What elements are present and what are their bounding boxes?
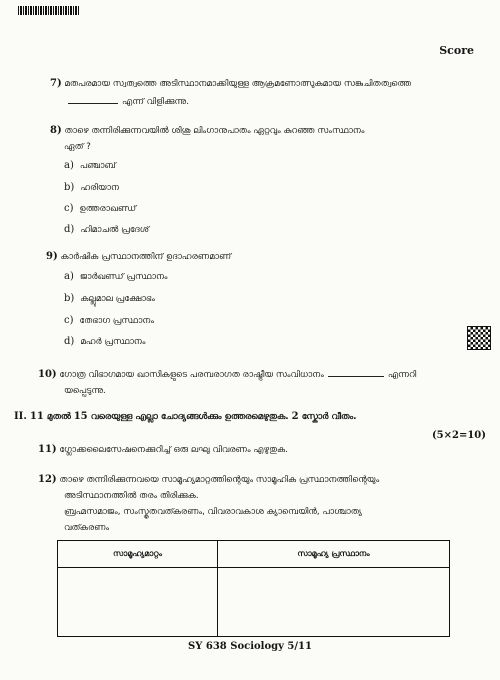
question-7: [50, 77, 411, 91]
table-header-social-movement: സാമൂഹ്യ പ്രസ്ഥാനം: [218, 541, 450, 568]
question-number: 12): [38, 474, 57, 485]
question-text: മതപരമായ സ്വത്വത്തെ അടിസ്ഥാനമാക്കിയുള്ള ആക്രമണോത്സുകമായ സങ്കുചിതത്വത്തെ: [64, 79, 412, 89]
section-2-instruction: II. 11 മുതൽ 15 വരെയുള്ള എല്ലാ ചോദ്യങ്ങൾക്കും ഉത്തരമെഴുതുക. 2 സ്കോർ വീതം.: [14, 411, 357, 422]
question-9: [46, 250, 231, 264]
question-number: 7): [50, 78, 62, 89]
page-footer: SY 638 Sociology 5/11: [188, 641, 312, 652]
question-10-line2: യപ്പെടുന്നു.: [64, 386, 106, 396]
table-header-social-change: സാമൂഹ്യമാറ്റം: [58, 541, 218, 568]
option-b: b) കല്ലുമാല പ്രക്ഷോഭം: [64, 293, 155, 304]
barcode: [18, 6, 80, 15]
table-cell[interactable]: [58, 568, 218, 637]
question-12: [38, 473, 379, 487]
qr-code: [467, 326, 491, 350]
option-d: d) മഹർ പ്രസ്ഥാനം: [64, 336, 146, 347]
question-text: കാർഷിക പ്രസ്ഥാനത്തിന് ഉദാഹരണമാണ്: [60, 252, 232, 262]
option-c: c) ഉത്തരാഖണ്ഡ്: [64, 203, 137, 214]
question-8: [50, 124, 364, 138]
question-number: 8): [50, 125, 62, 136]
question-10: 10) ഗോത്ര വിഭാഗമായ ഖാസികളുടെ പരമ്പരാഗത രാഷ്ട്രീയ സംവിധാനം എന്നറി: [38, 369, 417, 380]
question-12-line2: അടിസ്ഥാനത്തിൽ തരം തിരിക്കുക.: [64, 491, 199, 501]
option-a: a) ജാർഖണ്ഡ് പ്രസ്ഥാനം: [64, 271, 168, 282]
option-c: c) തേഭാഗ പ്രസ്ഥാനം: [64, 315, 154, 326]
answer-table: [57, 540, 450, 637]
question-text: താഴെ തന്നിരിക്കുന്നവയിൽ ശിശു ലിംഗാനുപാതം ഏറ്റവും കുറഞ്ഞ സംസ്ഥാനം: [64, 126, 365, 136]
question-7-line2: [64, 95, 189, 109]
section-marks: (5×2=10): [431, 430, 486, 441]
answer-blank[interactable]: [68, 103, 118, 104]
question-12-items-line2: വത്കരണം: [64, 523, 110, 533]
table-cell[interactable]: [218, 568, 450, 637]
question-number: 11): [38, 444, 57, 455]
score-label: Score: [439, 44, 474, 57]
option-d: d) ഹിമാചൽ പ്രദേശ്: [64, 224, 150, 235]
answer-blank[interactable]: [328, 376, 384, 377]
option-b: b) ഹരിയാന: [64, 182, 119, 193]
option-a: a) പഞ്ചാബ്: [64, 160, 116, 171]
question-text: ഗ്ലോക്കലൈസേഷനെക്കുറിച്ച് ഒരു ലഘു വിവരണം എഴുതുക.: [59, 445, 288, 455]
question-12-items: ബ്രഹ്മസമാജം, സംസ്കൃതവത്കരണം, വിവരാവകാശ ക്യാമ്പെയിൻ, പാശ്ചാത്യ: [64, 507, 362, 517]
question-number: 10): [38, 369, 57, 380]
question-text: എന്ന് വിളിക്കുന്നു.: [122, 97, 189, 107]
question-text: താഴെ തന്നിരിക്കുന്നവയെ സാമൂഹ്യമാറ്റത്തിന്റെയും സാമൂഹിക പ്രസ്ഥാനത്തിന്റെയും: [59, 475, 380, 485]
question-8-line2: ഏത് ?: [64, 142, 91, 152]
question-11: [38, 443, 288, 457]
question-number: 9): [46, 251, 58, 262]
question-text: ഗോത്ര വിഭാഗമായ ഖാസികളുടെ പരമ്പരാഗത രാഷ്ട്രീയ സംവിധാനം: [59, 370, 324, 380]
